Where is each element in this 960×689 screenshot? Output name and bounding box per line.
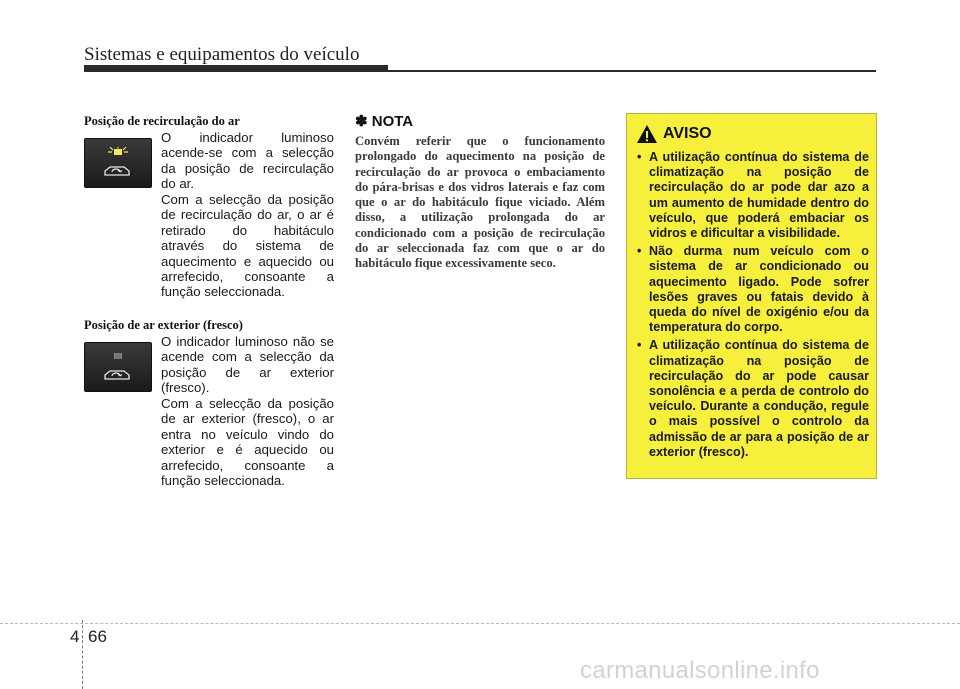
warning-title: AVISO — [663, 125, 712, 142]
indicator-lit-icon — [108, 147, 128, 157]
bullet: • — [637, 244, 642, 259]
fresh-car-icon — [102, 368, 132, 382]
bullet: • — [637, 150, 642, 164]
header-rule-thin — [388, 70, 876, 72]
bullet: • — [637, 338, 642, 353]
fresh-text-2: Com a selecção da posição de ar exterior (fresco), o ar entra no veículo vindo do exterior e é aquecido ou arrefecido, consoante a função seleccionada. — [161, 396, 334, 489]
fresh-section-title: Posição de ar exterior (fresco) — [84, 318, 243, 332]
recirc-text-2: Com a selecção da posição de recirculação do ar, o ar é retirado do habitáculo através do sistema de aquecimento e aquecido ou arrefecido, consoante a função seleccionada. — [161, 192, 334, 300]
warning-item-text: A utilização contínua do sistema de climatização na posição de recirculação do ar pode causar sonolência e a perda de controlo do veículo. Durante a condução, regule o mais possível o controlo da admissão de ar para a posição de ar exterior (fresco). — [649, 338, 869, 459]
note-title: ✽ NOTA — [355, 113, 414, 130]
warning-list — [627, 150, 878, 463]
warning-item-text: A utilização contínua do sistema de climatização na posição de recirculação do ar pode dar azo a um aumento de humidade dentro do veículo, que poderá embaciar os vidros e dificultar a visibilidade. — [649, 150, 869, 241]
footer-dashed-rule — [0, 623, 960, 624]
warning-box — [626, 113, 877, 479]
fresh-text-1: O indicador luminoso não se acende com a selecção da posição de ar exterior (fresco). — [161, 334, 334, 396]
warning-item — [637, 338, 869, 460]
note-body: Convém referir que o funcionamento prolongado do aquecimento na posição de recirculação do ar provoca o embaciamento do pára-brisas e dos vidros laterais e faz com que o ar do habitáculo fique viciado. Além disso, a utilização prolongada do ar condicionado com a posição de recirculação do ar seleccionada faz com que o ar do habitáculo fique excessivamente seco. — [355, 134, 605, 271]
warning-triangle-icon — [636, 124, 658, 144]
watermark: carmanualsonline.info — [580, 657, 820, 684]
indicator-unlit-icon — [108, 351, 128, 361]
recirc-section-title: Posição de recirculação do ar — [84, 114, 240, 128]
footer-dashed-divider — [82, 620, 83, 689]
recirc-text-1: O indicador luminoso acende-se com a selecção da posição de recirculação do ar. — [161, 130, 334, 192]
recirc-indicator-image — [84, 138, 152, 188]
warning-item-text: Não durma num veículo com o sistema de ar condicionado ou aquecimento ligado. Pode sofrer lesões graves ou fatais devido à queda do nível de oxigénio e/ou da temperatura do corpo. — [649, 244, 869, 335]
recirc-car-icon — [102, 164, 132, 178]
page-header-title: Sistemas e equipamentos do veículo — [84, 44, 360, 65]
warning-item — [637, 244, 869, 335]
header-rule-thick — [84, 65, 388, 72]
warning-header — [636, 124, 712, 144]
section-number: 4 — [70, 627, 80, 646]
page-number: 66 — [88, 627, 107, 646]
warning-item — [637, 150, 869, 241]
fresh-indicator-image — [84, 342, 152, 392]
